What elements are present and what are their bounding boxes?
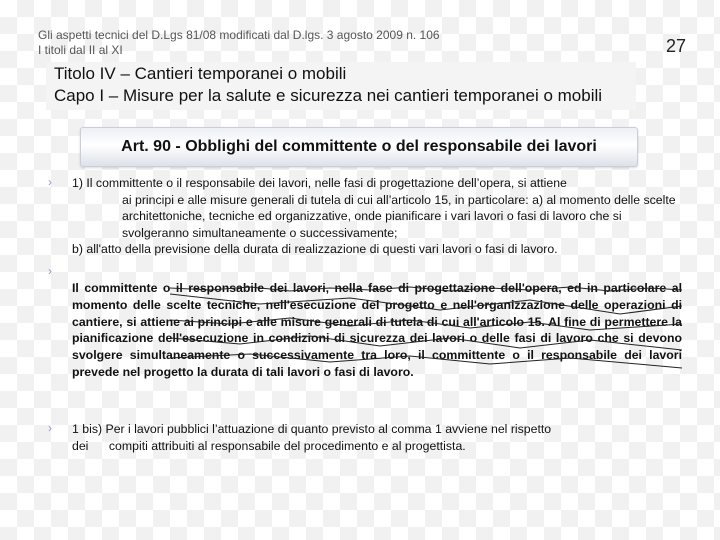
- paragraph-3-first-line: 1 bis) Per i lavori pubblici l’attuazione di quanto previsto al comma 1 avviene nel rispetto: [72, 422, 552, 436]
- paragraph-1-bis: [72, 421, 684, 455]
- chevron-right-icon: ›: [48, 175, 52, 189]
- chevron-right-icon: ›: [48, 264, 52, 278]
- article-heading: Art. 90 - Obblighi del committente o del responsabile dei lavori: [121, 138, 597, 155]
- article-heading-box: [80, 127, 638, 167]
- page-number: 27: [665, 36, 686, 56]
- paragraph-1-first-line: 1) Il committente o il responsabile dei lavori, nelle fasi di progettazione dell’opera, si attiene: [72, 176, 567, 190]
- paragraph-new-text: [72, 175, 688, 258]
- chevron-right-icon: ›: [48, 421, 52, 435]
- paragraph-1-indented: ai principi e alle misure generali di tutela di cui all’articolo 15, in particolare: a) al momento delle scelte architettoniche, tecniche ed organizzative, onde pianificare i vari lavori o fasi di lavoro che si svolgeranno simultaneamente o successivamente;: [122, 192, 676, 240]
- section-title: Titolo IV – Cantieri temporanei o mobili: [54, 64, 347, 83]
- header-line-1: Gli aspetti tecnici del D.Lgs 81/08 modificati dal D.lgs. 3 agosto 2009 n. 106: [38, 28, 440, 42]
- header-line-2: I titoli dal II al XI: [38, 43, 123, 57]
- document-header: [38, 28, 440, 58]
- paragraph-old-text: Il committente o il responsabile dei lavori, nella fase di progettazione dell'opera, ed in particolare al momento delle scelte tecniche, nell'esecuzione del progetto e nell'organizzazione delle operazioni di cantiere, si attiene ai principi e alle misure generali di tutela di cui all'articolo 15. Al fine di permettere la pianificazione dell'esecuzione in condizioni di sicurezza dei lavori o delle fasi di lavoro che si devono svolgere simultaneamente o successivamente tra loro, il committente o il responsabile dei lavori prevede nel progetto la durata di tali lavori o fasi di lavoro.: [72, 281, 682, 379]
- paragraph-1-point-b: b) all'atto della previsione della durata di realizzazione di questi vari lavori o fasi di lavoro.: [72, 242, 558, 257]
- section-subtitle: Capo I – Misure per la salute e sicurezza nei cantieri temporanei o mobili: [54, 86, 603, 105]
- paragraph-3-second-line: dei compiti attribuiti al responsabile del procedimento e al progettista.: [72, 438, 466, 453]
- strikethrough-scribble: [170, 284, 682, 376]
